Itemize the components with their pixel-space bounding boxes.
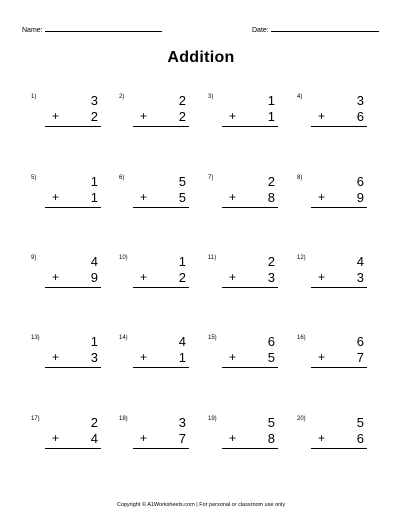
- addition-problem: [208, 334, 278, 378]
- problem-number: 16): [297, 335, 306, 341]
- top-addend: 5: [356, 415, 364, 430]
- name-blank-line[interactable]: [45, 24, 162, 32]
- addition-problem: [297, 174, 367, 218]
- top-addend: 3: [90, 93, 98, 108]
- answer-line: [133, 367, 189, 368]
- bottom-addend: 3: [356, 270, 364, 285]
- addition-problem: [208, 174, 278, 218]
- problem-number: 4): [297, 94, 303, 100]
- problem-number: 1): [31, 94, 37, 100]
- answer-line: [311, 207, 367, 208]
- problem-number: 3): [208, 94, 214, 100]
- plus-sign: +: [140, 431, 148, 445]
- bottom-addend: 3: [267, 270, 275, 285]
- answer-line: [311, 287, 367, 288]
- problem-number: 12): [297, 255, 306, 261]
- addition-problem: [31, 254, 101, 298]
- answer-line: [311, 367, 367, 368]
- addition-problem: [119, 415, 189, 459]
- plus-sign: +: [52, 431, 60, 445]
- plus-sign: +: [229, 190, 237, 204]
- plus-sign: +: [318, 109, 326, 123]
- answer-line: [222, 287, 278, 288]
- answer-line: [45, 287, 101, 288]
- worksheet-title: Addition: [167, 49, 235, 66]
- problem-number: 13): [31, 335, 40, 341]
- answer-line: [45, 126, 101, 127]
- bottom-addend: 4: [90, 431, 98, 446]
- problem-number: 8): [297, 175, 303, 181]
- bottom-addend: 7: [178, 431, 186, 446]
- problem-number: 5): [31, 175, 37, 181]
- bottom-addend: 5: [267, 350, 275, 365]
- plus-sign: +: [318, 350, 326, 364]
- answer-line: [311, 448, 367, 449]
- answer-line: [45, 367, 101, 368]
- addition-problem: [208, 93, 278, 137]
- problem-number: 7): [208, 175, 214, 181]
- plus-sign: +: [318, 431, 326, 445]
- problem-number: 19): [208, 416, 217, 422]
- bottom-addend: 6: [356, 431, 364, 446]
- problem-number: 20): [297, 416, 306, 422]
- answer-line: [133, 448, 189, 449]
- bottom-addend: 5: [178, 190, 186, 205]
- answer-line: [222, 448, 278, 449]
- answer-line: [222, 367, 278, 368]
- bottom-addend: 8: [267, 431, 275, 446]
- plus-sign: +: [318, 270, 326, 284]
- bottom-addend: 1: [267, 109, 275, 124]
- problem-number: 11): [208, 255, 217, 261]
- top-addend: 4: [178, 334, 186, 349]
- copyright-footer: Copyright © A1Worksheets.com | For personal or classroom use only: [116, 502, 286, 508]
- addition-problem: [119, 174, 189, 218]
- top-addend: 6: [356, 174, 364, 189]
- name-label: Name:: [22, 27, 43, 34]
- plus-sign: +: [52, 109, 60, 123]
- top-addend: 1: [90, 334, 98, 349]
- plus-sign: +: [140, 109, 148, 123]
- problem-number: 15): [208, 335, 217, 341]
- problem-number: 14): [119, 335, 128, 341]
- bottom-addend: 9: [90, 270, 98, 285]
- plus-sign: +: [229, 431, 237, 445]
- answer-line: [222, 126, 278, 127]
- plus-sign: +: [52, 270, 60, 284]
- addition-problem: [31, 174, 101, 218]
- plus-sign: +: [229, 270, 237, 284]
- problem-number: 10): [119, 255, 128, 261]
- bottom-addend: 1: [90, 190, 98, 205]
- answer-line: [133, 207, 189, 208]
- answer-line: [45, 207, 101, 208]
- addition-problem: [119, 334, 189, 378]
- plus-sign: +: [229, 109, 237, 123]
- plus-sign: +: [140, 350, 148, 364]
- bottom-addend: 6: [356, 109, 364, 124]
- plus-sign: +: [318, 190, 326, 204]
- date-label: Date:: [252, 27, 269, 34]
- addition-problem: [208, 254, 278, 298]
- top-addend: 1: [90, 174, 98, 189]
- answer-line: [133, 126, 189, 127]
- bottom-addend: 9: [356, 190, 364, 205]
- date-field[interactable]: [252, 24, 379, 35]
- top-addend: 1: [178, 254, 186, 269]
- bottom-addend: 8: [267, 190, 275, 205]
- top-addend: 2: [178, 93, 186, 108]
- top-addend: 6: [267, 334, 275, 349]
- addition-problem: [31, 93, 101, 137]
- problem-number: 18): [119, 416, 128, 422]
- addition-problem: [119, 93, 189, 137]
- problem-number: 17): [31, 416, 40, 422]
- top-addend: 2: [267, 254, 275, 269]
- bottom-addend: 2: [178, 109, 186, 124]
- addition-problem: [208, 415, 278, 459]
- addition-problem: [31, 415, 101, 459]
- addition-problem: [31, 334, 101, 378]
- date-blank-line[interactable]: [271, 24, 379, 32]
- top-addend: 6: [356, 334, 364, 349]
- addition-problem: [297, 93, 367, 137]
- top-addend: 4: [356, 254, 364, 269]
- plus-sign: +: [140, 270, 148, 284]
- plus-sign: +: [229, 350, 237, 364]
- addition-problem: [297, 334, 367, 378]
- addition-problem: [297, 415, 367, 459]
- bottom-addend: 2: [178, 270, 186, 285]
- top-addend: 2: [267, 174, 275, 189]
- addition-problem: [297, 254, 367, 298]
- bottom-addend: 1: [178, 350, 186, 365]
- top-addend: 3: [356, 93, 364, 108]
- top-addend: 5: [178, 174, 186, 189]
- plus-sign: +: [140, 190, 148, 204]
- bottom-addend: 7: [356, 350, 364, 365]
- top-addend: 3: [178, 415, 186, 430]
- problem-number: 2): [119, 94, 125, 100]
- name-field[interactable]: [22, 24, 162, 35]
- top-addend: 2: [90, 415, 98, 430]
- problem-number: 9): [31, 255, 37, 261]
- plus-sign: +: [52, 350, 60, 364]
- plus-sign: +: [52, 190, 60, 204]
- bottom-addend: 3: [90, 350, 98, 365]
- addition-problem: [119, 254, 189, 298]
- answer-line: [45, 448, 101, 449]
- problem-number: 6): [119, 175, 125, 181]
- answer-line: [311, 126, 367, 127]
- top-addend: 4: [90, 254, 98, 269]
- top-addend: 1: [267, 93, 275, 108]
- answer-line: [222, 207, 278, 208]
- answer-line: [133, 287, 189, 288]
- bottom-addend: 2: [90, 109, 98, 124]
- top-addend: 5: [267, 415, 275, 430]
